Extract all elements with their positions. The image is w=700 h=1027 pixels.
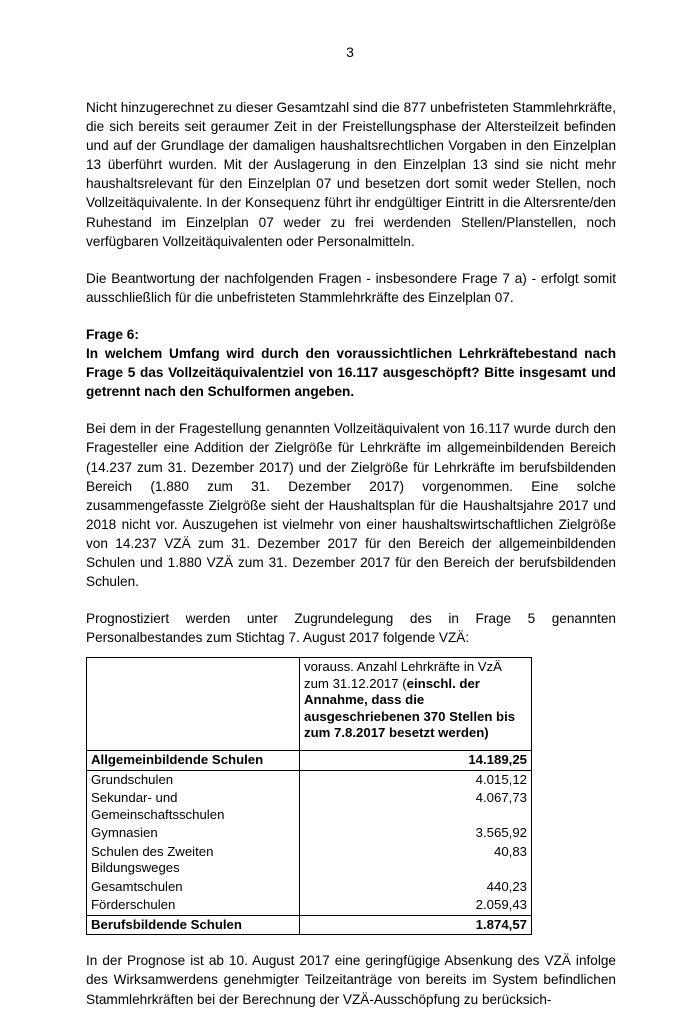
paragraph-einzelplan-13: Nicht hinzugerechnet zu dieser Gesamtzahl sind die 877 unbefristeten Stammlehrkräfte, die sich bereits seit geraumer Zeit in der Freistellungsphase der Altersteilzeit befinden und auf der Grundlage der damaligen haushaltsrechtlichen Vorgaben in den Einzelplan 13 überführt wurden. Mit der Auslagerung in den Einzelplan 13 sind sie nicht mehr haushaltsrelevant für den Einzelplan 07 und besetzen dort somit weder Stellen, noch Vollzeitäquivalente. In der Konsequenz führt ihr endgültiger Eintritt in die Altersrente/den Ruhestand im Einzelplan 07 weder zu frei werdenden Stellen/Planstellen, noch verfügbaren Vollzeitäquivalenten oder Personalmitteln. bbox=[86, 100, 616, 249]
school-type-value: 4.015,12 bbox=[300, 770, 532, 789]
paragraph-prognosis-intro: Prognostiziert werden unter Zugrundelegung des in Frage 5 genannten Personalbestandes zum Stichtag 7. August 2017 folgende VZÄ: bbox=[86, 611, 616, 646]
vocational-schools-value: 1.874,57 bbox=[300, 915, 532, 935]
table-row bbox=[87, 824, 532, 843]
table-header-empty-cell bbox=[87, 658, 300, 751]
table-row-vocational bbox=[87, 915, 532, 935]
table-row bbox=[87, 878, 532, 897]
question-text: In welchem Umfang wird durch den voraussichtlichen Lehrkräftebestand nach Frage 5 das Vollzeitäquivalentziel von 16.117 ausgeschöpft? Bitte insgesamt und getrennt nach den Schulformen angeben. bbox=[86, 346, 616, 400]
paragraph-answer: Bei dem in der Fragestellung genannten Vollzeitäquivalent von 16.117 wurde durch den Fragesteller eine Addition der Zielgröße für Lehrkräfte im allgemeinbildenden Bereich (14.237 zum 31. Dezember 2017) und der Zielgröße für Lehrkräfte im berufsbildenden Bereich (1.880 zum 31. Dezember 2017) vorgenommen. Eine solche zusammengefasste Zielgröße sieht der Haushaltsplan für die Haushaltsjahre 2017 und 2018 nicht vor. Auszugehen ist vielmehr von einer haushaltswirtschaftlichen Zielgröße von 14.237 VZÄ zum 31. Dezember 2017 für den Bereich der allgemeinbildenden Schulen und 1.880 VZÄ zum 31. Dezember 2017 für den Bereich der berufsbildenden Schulen. bbox=[86, 421, 616, 590]
table-row bbox=[87, 770, 532, 789]
table-header-plain: vorauss. Anzahl Lehrkräfte in VzÄ zum 31.12.2017 ( bbox=[304, 659, 502, 691]
school-type-value: 3.565,92 bbox=[300, 824, 532, 843]
school-type-value: 440,23 bbox=[300, 878, 532, 897]
paragraph-prognosis-note: In der Prognose ist ab 10. August 2017 eine geringfügige Absenkung des VZÄ infolge des Wirksamwerdens genehmigter Teilzeitanträge von bereits im System befindlichen Stammlehrkräften bei der Berechnung der VZÄ-Ausschöpfung zu berücksich- bbox=[86, 953, 616, 1007]
table-row bbox=[87, 789, 532, 824]
school-type-value: 2.059,43 bbox=[300, 896, 532, 915]
prognosis-table bbox=[86, 657, 532, 935]
school-type-label: Sekundar- und Gemeinschaftsschulen bbox=[87, 789, 300, 824]
school-type-value: 4.067,73 bbox=[300, 789, 532, 824]
table-row bbox=[87, 896, 532, 915]
question-label: Frage 6: bbox=[86, 326, 139, 342]
table-header-cell bbox=[300, 658, 532, 751]
paragraph-scope: Die Beantwortung der nachfolgenden Fragen - insbesondere Frage 7 a) - erfolgt somit ausschließlich für die unbefristeten Stammlehrkräfte des Einzelplan 07. bbox=[86, 270, 616, 305]
general-schools-label: Allgemeinbildende Schulen bbox=[87, 751, 300, 771]
vocational-schools-label: Berufsbildende Schulen bbox=[87, 915, 300, 935]
table-row-general bbox=[87, 751, 532, 771]
page-number: 3 bbox=[346, 44, 354, 60]
school-type-label: Gymnasien bbox=[87, 824, 300, 843]
table-header-row bbox=[87, 658, 532, 751]
school-type-label: Grundschulen bbox=[87, 770, 300, 789]
table-row bbox=[87, 843, 532, 878]
school-type-label: Schulen des Zweiten Bildungsweges bbox=[87, 843, 300, 878]
school-type-label: Förderschulen bbox=[87, 896, 300, 915]
document-body bbox=[86, 98, 616, 1027]
school-type-value: 40,83 bbox=[300, 843, 532, 878]
table-header-bold: einschl. der Annahme, dass die ausgeschriebenen 370 Stellen bis zum 7.8.2017 besetzt werden) bbox=[304, 675, 516, 741]
school-type-label: Gesamtschulen bbox=[87, 878, 300, 897]
general-schools-value: 14.189,25 bbox=[300, 751, 532, 771]
